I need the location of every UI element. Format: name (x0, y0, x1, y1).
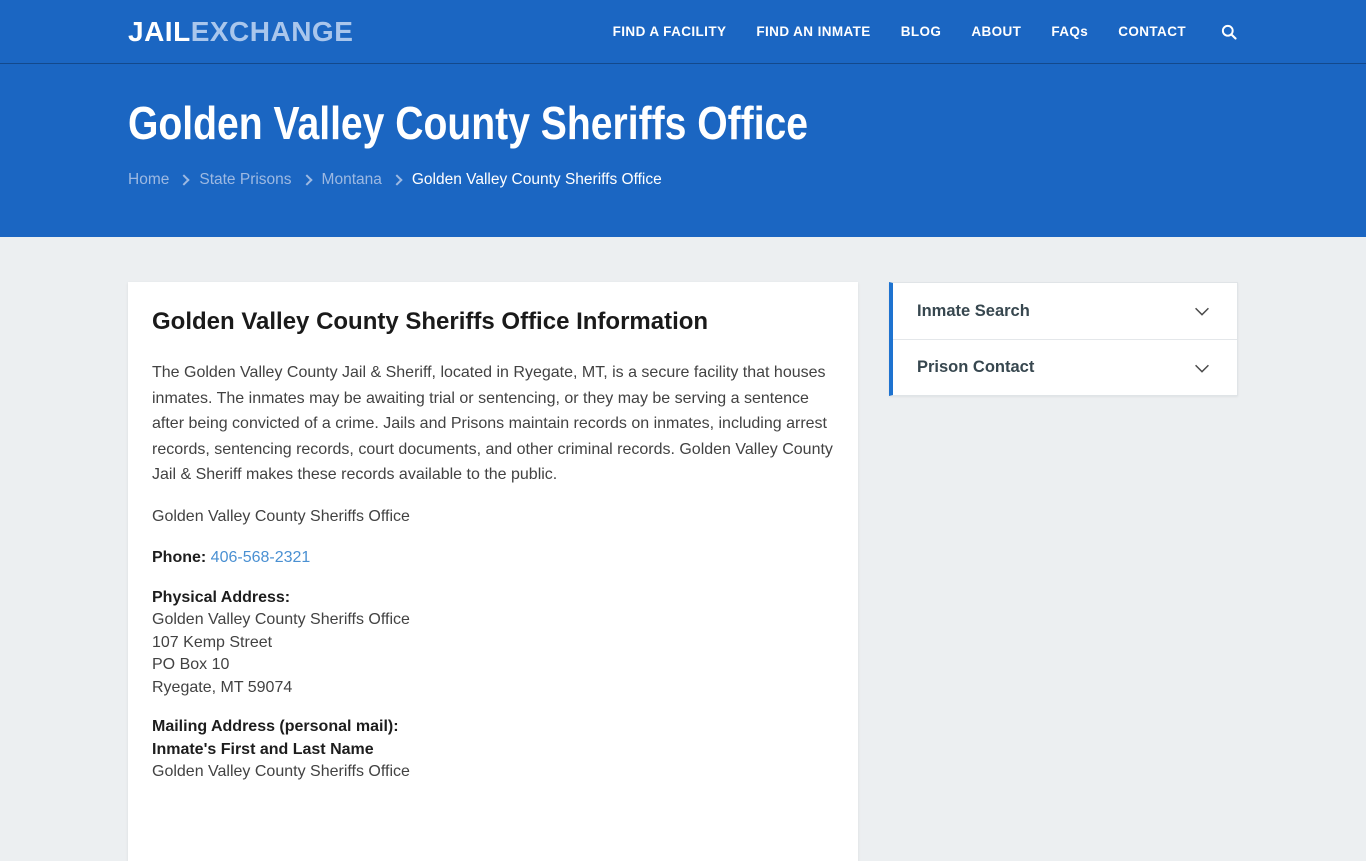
main-nav (613, 23, 1238, 41)
nav-find-a-facility[interactable]: FIND A FACILITY (612, 24, 727, 39)
accordion-prison-contact[interactable] (893, 339, 1237, 395)
chevron-right-icon (391, 174, 402, 185)
top-navigation-bar (0, 0, 1366, 64)
nav-find-an-inmate[interactable]: FIND AN INMATE (756, 24, 871, 39)
breadcrumb-home[interactable]: Home (128, 170, 170, 188)
physical-address-line: Ryegate, MT 59074 (152, 678, 293, 696)
phone-row (152, 545, 834, 571)
mailing-address-label: Mailing Address (personal mail): (152, 718, 399, 735)
physical-address-block (152, 587, 834, 700)
physical-address-line: PO Box 10 (152, 656, 230, 673)
chevron-right-icon (179, 174, 190, 185)
logo-text-jail: JAIL (128, 15, 191, 47)
search-icon (1220, 23, 1238, 41)
search-button[interactable] (1220, 23, 1238, 41)
accordion-inmate-search[interactable] (893, 283, 1237, 339)
section-heading: Golden Valley County Sheriffs Office Information (152, 308, 709, 335)
breadcrumb-montana[interactable]: Montana (321, 170, 382, 188)
chevron-right-icon (301, 174, 312, 185)
chevron-down-icon (1191, 300, 1213, 322)
mailing-address-line: Golden Valley County Sheriffs Office (152, 763, 410, 780)
accordion-label: Prison Contact (917, 358, 1035, 376)
nav-contact[interactable]: CONTACT (1118, 24, 1186, 39)
physical-address-label: Physical Address: (152, 588, 291, 606)
physical-address-line: 107 Kemp Street (152, 633, 273, 651)
phone-label: Phone: (152, 549, 207, 566)
mailing-address-block (152, 716, 834, 784)
nav-faqs[interactable]: FAQs (1051, 24, 1089, 39)
phone-link[interactable]: 406-568-2321 (210, 549, 311, 566)
breadcrumb (128, 171, 1238, 189)
breadcrumb-current-page: Golden Valley County Sheriffs Office (411, 170, 662, 188)
content-area (0, 237, 1366, 861)
site-logo[interactable] (128, 16, 353, 48)
sidebar (889, 282, 1238, 396)
physical-address-line: Golden Valley County Sheriffs Office (152, 611, 410, 628)
breadcrumb-state-prisons[interactable]: State Prisons (199, 170, 292, 188)
page-title: Golden Valley County Sheriffs Office (128, 97, 809, 149)
facility-description: The Golden Valley County Jail & Sheriff, located in Ryegate, MT, is a secure facility that houses inmates. The inmates may be awaiting trial or sentencing, or they may be serving a sentence after being convicted of a crime. Jails and Prisons maintain records on inmates, including arrest records, sentencing records, court documents, and other criminal records. Golden Valley County Jail & Sheriff makes these records available to the public. (152, 364, 833, 483)
nav-blog[interactable]: BLOG (900, 24, 942, 39)
nav-about[interactable]: ABOUT (971, 24, 1022, 39)
page-header (0, 64, 1366, 237)
mailing-inmate-name-line: Inmate's First and Last Name (152, 740, 374, 758)
accordion-label: Inmate Search (917, 301, 1030, 320)
sidebar-accordion (889, 282, 1238, 396)
logo-text-exchange: EXCHANGE (190, 15, 354, 47)
chevron-down-icon (1191, 357, 1213, 379)
facility-name: Golden Valley County Sheriffs Office (152, 507, 410, 525)
facility-info-card (128, 282, 858, 861)
